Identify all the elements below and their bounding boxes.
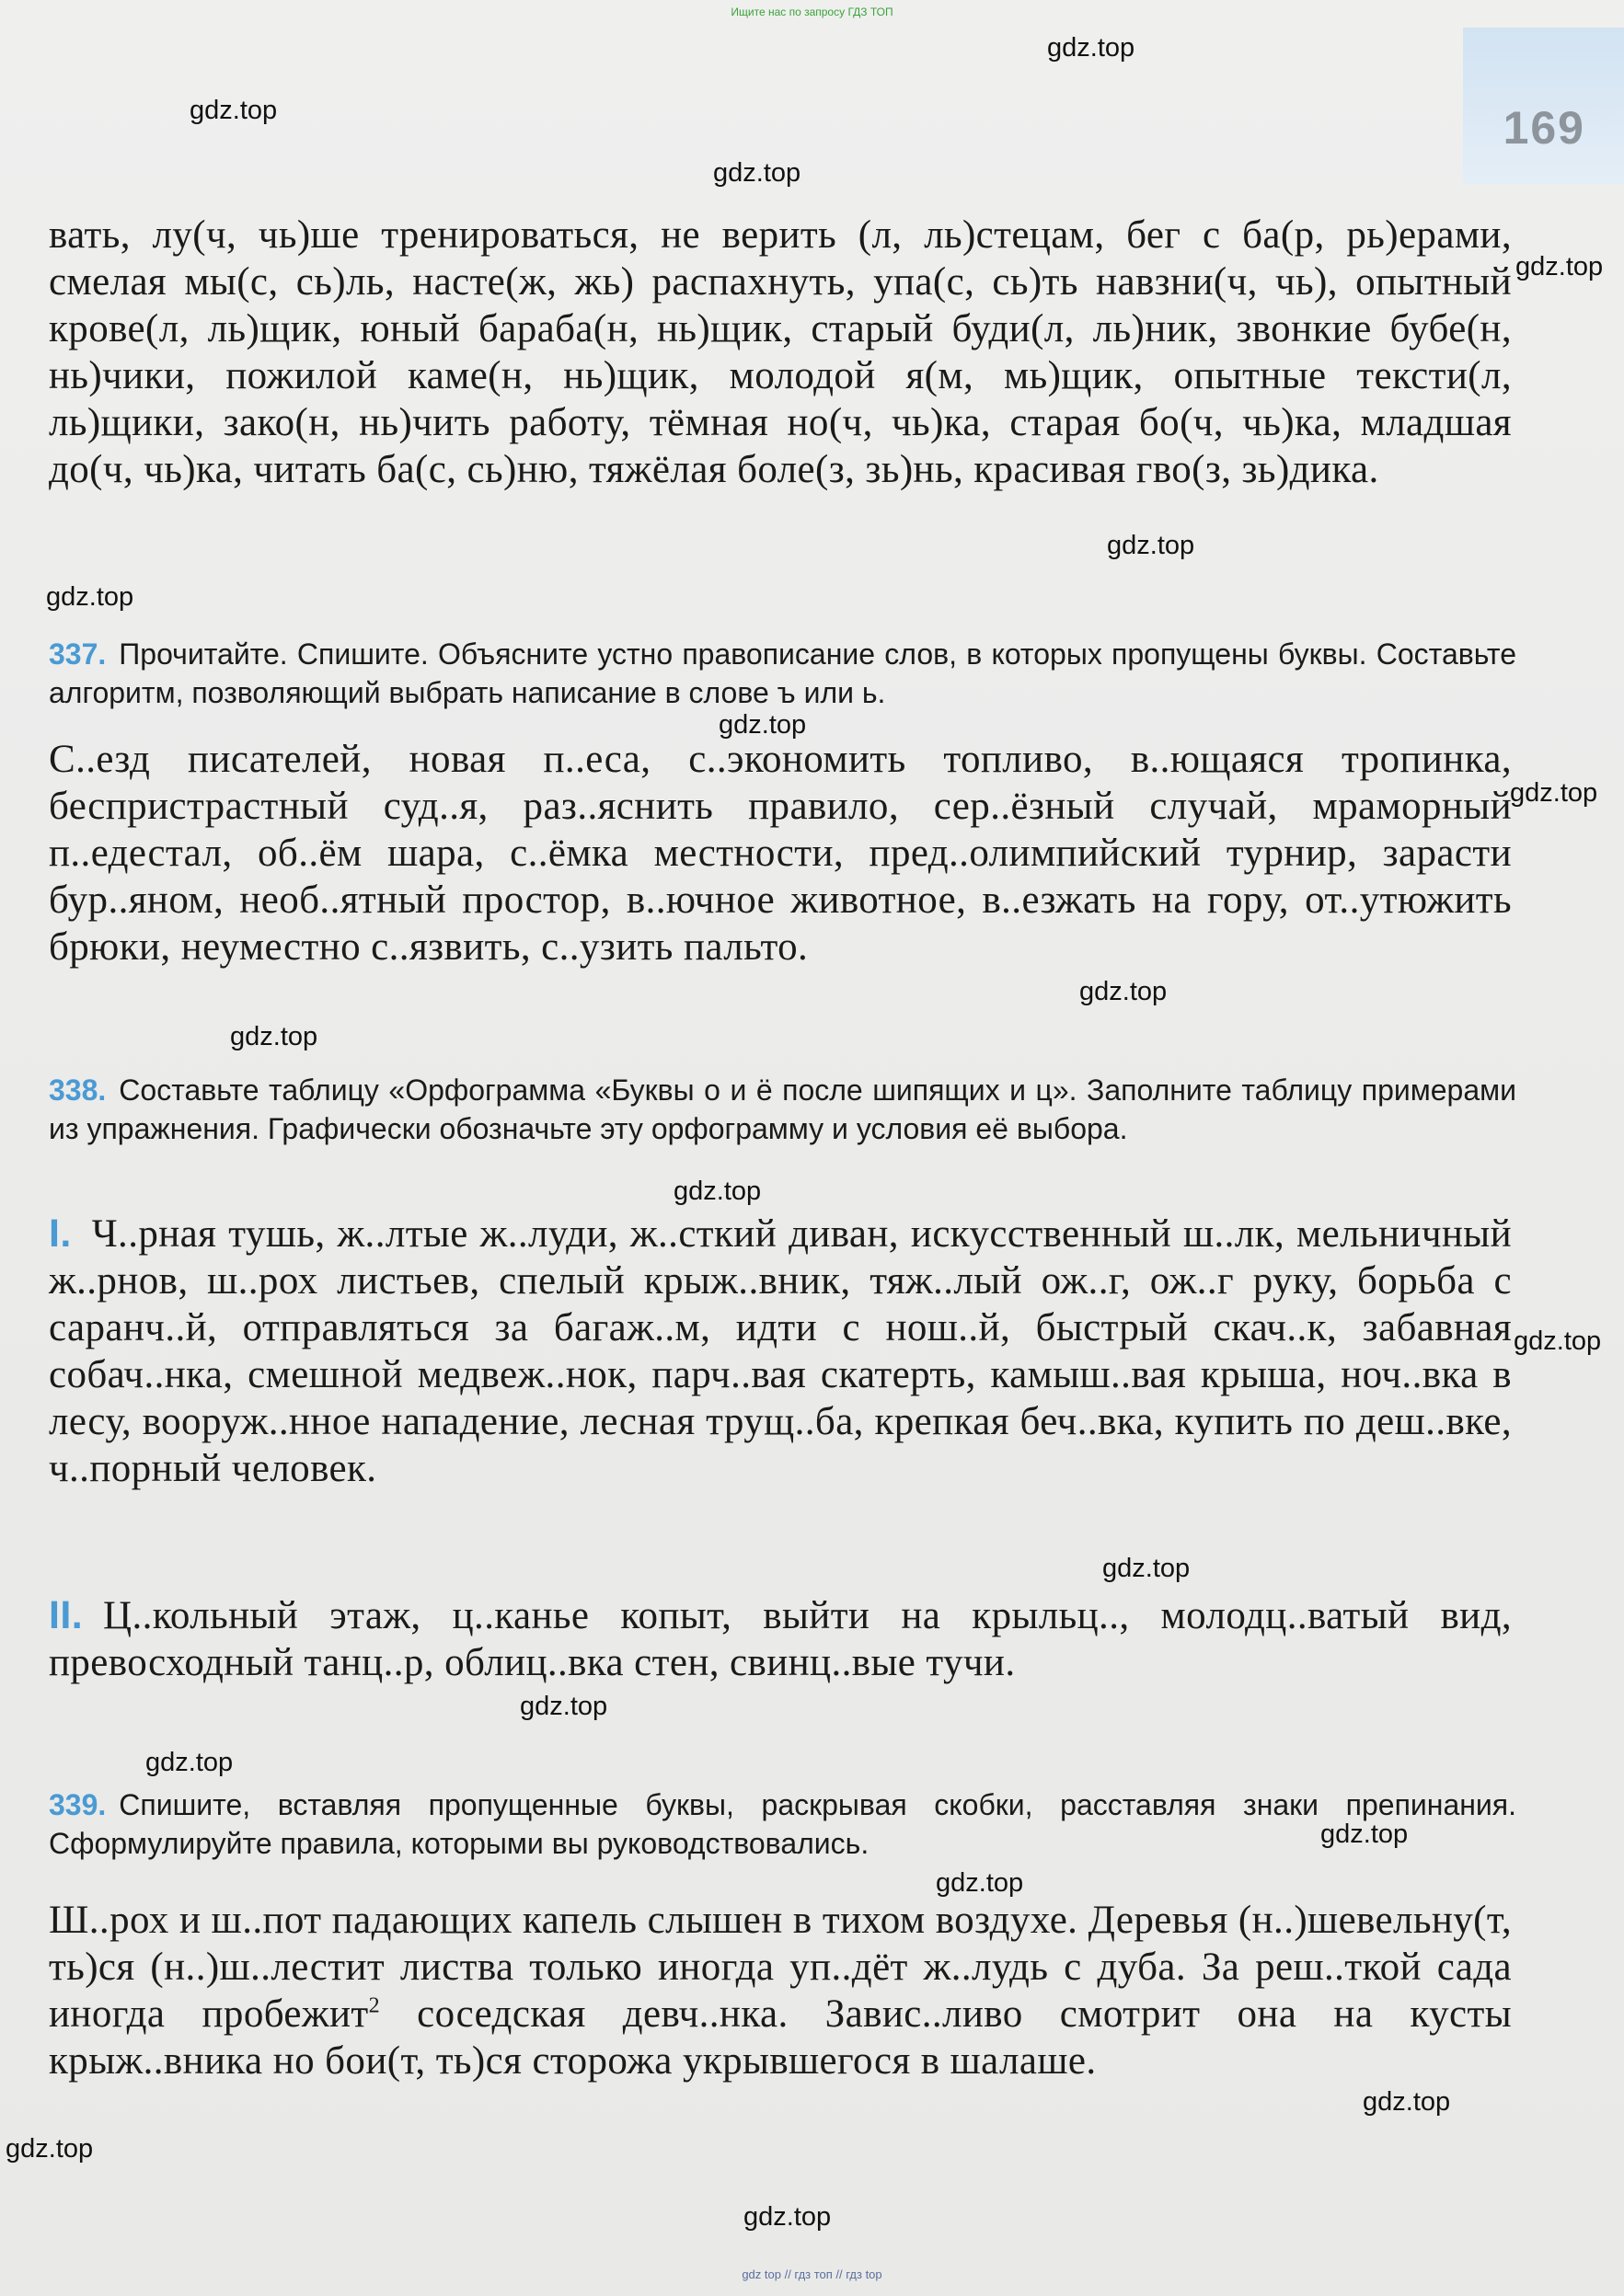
watermark: gdz.top	[674, 1177, 762, 1206]
exercise-text-continuation: вать, лу(ч, чь)ше тренироваться, не верить (л, ль)стецам, бег с ба(р, рь)ерами, смелая мы(с, сь)ль, насте(ж, жь) распахнуть, упа(с, сь)ть навзни(ч, чь), опытный крове(л, ль)щик, юный бараба(н, нь)щик, старый буди(л, ль)ник, звонкие бубе(н, нь)чики, пожилой каме(н, нь)щик, молодой я(м, мь)щик, опытные тексти(л, ль)щики, зако(н, нь)чить работу, тёмная но(ч, чь)ка, старая бо(ч, чь)ка, младшая до(ч, чь)ка, читать ба(с, сь)ню, тяжёлая боле(з, зь)нь, красивая гво(з, зь)дика.	[49, 213, 1512, 491]
page-number: 169	[1503, 102, 1585, 154]
watermark: gdz.top	[1107, 531, 1195, 560]
watermark: gdz.top	[230, 1022, 318, 1051]
watermark: gdz.top	[520, 1692, 608, 1721]
exercise-number: 337.	[49, 637, 107, 671]
exercise-339-task	[49, 1785, 1516, 1863]
top-banner: Ищите нас по запросу ГДЗ ТОП	[731, 6, 893, 18]
exercise-337-text: С..езд писателей, новая п..еса, с..экономить топливо, в..ющаяся тропинка, беспристрастный суд..я, раз..яснить правило, сер..ёзный случай, мраморный п..едестал, об..ём шара, с..ёмка местности, пред..олимпийский турнир, зарасти бур..яном, необ..ятный простор, в..ючное животное, в..езжать на гору, от..утюжить брюки, неуместно с..язвить, с..узить пальто.	[49, 738, 1512, 969]
watermark: gdz.top	[1363, 2087, 1451, 2117]
watermark: gdz.top	[6, 2134, 94, 2164]
watermark: gdz.top	[145, 1748, 234, 1777]
watermark: gdz.top	[1515, 252, 1604, 281]
exercise-task-text: Спишите, вставляя пропущенные буквы, раскрывая скобки, расставляя знаки препинания. Сформулируйте правила, которыми вы руководствовались.	[49, 1788, 1516, 1860]
watermark: gdz.top	[1514, 1326, 1602, 1356]
exercise-338-part-2	[49, 1592, 1512, 1686]
exercise-task-text: Составьте таблицу «Орфограмма «Буквы о и ё после шипящих и ц». Заполните таблицу примерами из упражнения. Графически обозначьте эту орфограмму и условия её выбора.	[49, 1073, 1516, 1145]
part-label: II.	[49, 1593, 84, 1637]
watermark: gdz.top	[1079, 977, 1168, 1006]
watermark: gdz.top	[713, 158, 801, 188]
exercise-task-text: Прочитайте. Спишите. Объясните устно правописание слов, в которых пропущены буквы. Составьте алгоритм, позволяющий выбрать написание в слове ъ или ь.	[49, 637, 1516, 709]
exercise-number: 339.	[49, 1788, 107, 1821]
watermark: gdz.top	[1102, 1554, 1191, 1583]
watermark: gdz.top	[1510, 778, 1598, 808]
watermark: gdz.top	[190, 96, 278, 125]
part-text: Ч..рная тушь, ж..лтые ж..луди, ж..сткий диван, искусственный ш..лк, мельничный ж..рнов, ш..рох листьев, спелый крыж..вник, тяж..лый ож..г, ож..г руку, борьба с саранч..й, отправляться за багаж..м, идти с нош..й, быстрый скач..к, забавная собач..нка, смешной медвеж..нок, парч..вая скатерть, камыш..вая крыша, ноч..вка в лесу, вооруж..нное нападение, лесная трущ..ба, крепкая беч..вка, купить по деш..вке, ч..порный человек.	[49, 1212, 1512, 1490]
exercise-338-task	[49, 1071, 1516, 1148]
part-text: Ц..кольный этаж, ц..канье копыт, выйти на крыльц.., молодц..ватый вид, превосходный танц..р, облиц..вка стен, свинц..вые тучи.	[49, 1594, 1512, 1684]
exercise-338-part-1	[49, 1211, 1512, 1492]
text-part-b: соседская девч..нка. Завис..ливо смотрит она на кусты крыж..вника но бои(т, ть)ся сторожа укрывшегося в шалаше.	[49, 1992, 1513, 2083]
exercise-number: 338.	[49, 1073, 107, 1107]
exercise-337-task	[49, 635, 1516, 712]
bottom-banner: gdz top // гдз топ // гдз top	[742, 2267, 882, 2281]
watermark: gdz.top	[1320, 1820, 1409, 1849]
watermark: gdz.top	[743, 2202, 832, 2232]
text-part-a: Ш..рох и ш..пот падающих капель слышен в тихом воздухе. Деревья (н..)шевельну(т, ть)ся (н..)ш..лестит листва только иногда уп..дёт ж..лудь с дуба. За реш..ткой сада иногда пробежит	[49, 1899, 1512, 2036]
watermark: gdz.top	[1047, 33, 1135, 63]
part-label: I.	[49, 1211, 72, 1256]
watermark: gdz.top	[936, 1868, 1024, 1898]
watermark: gdz.top	[719, 710, 807, 740]
watermark: gdz.top	[46, 582, 134, 612]
exercise-339-text	[49, 1897, 1512, 2084]
footnote-marker: 2	[368, 1993, 381, 2018]
